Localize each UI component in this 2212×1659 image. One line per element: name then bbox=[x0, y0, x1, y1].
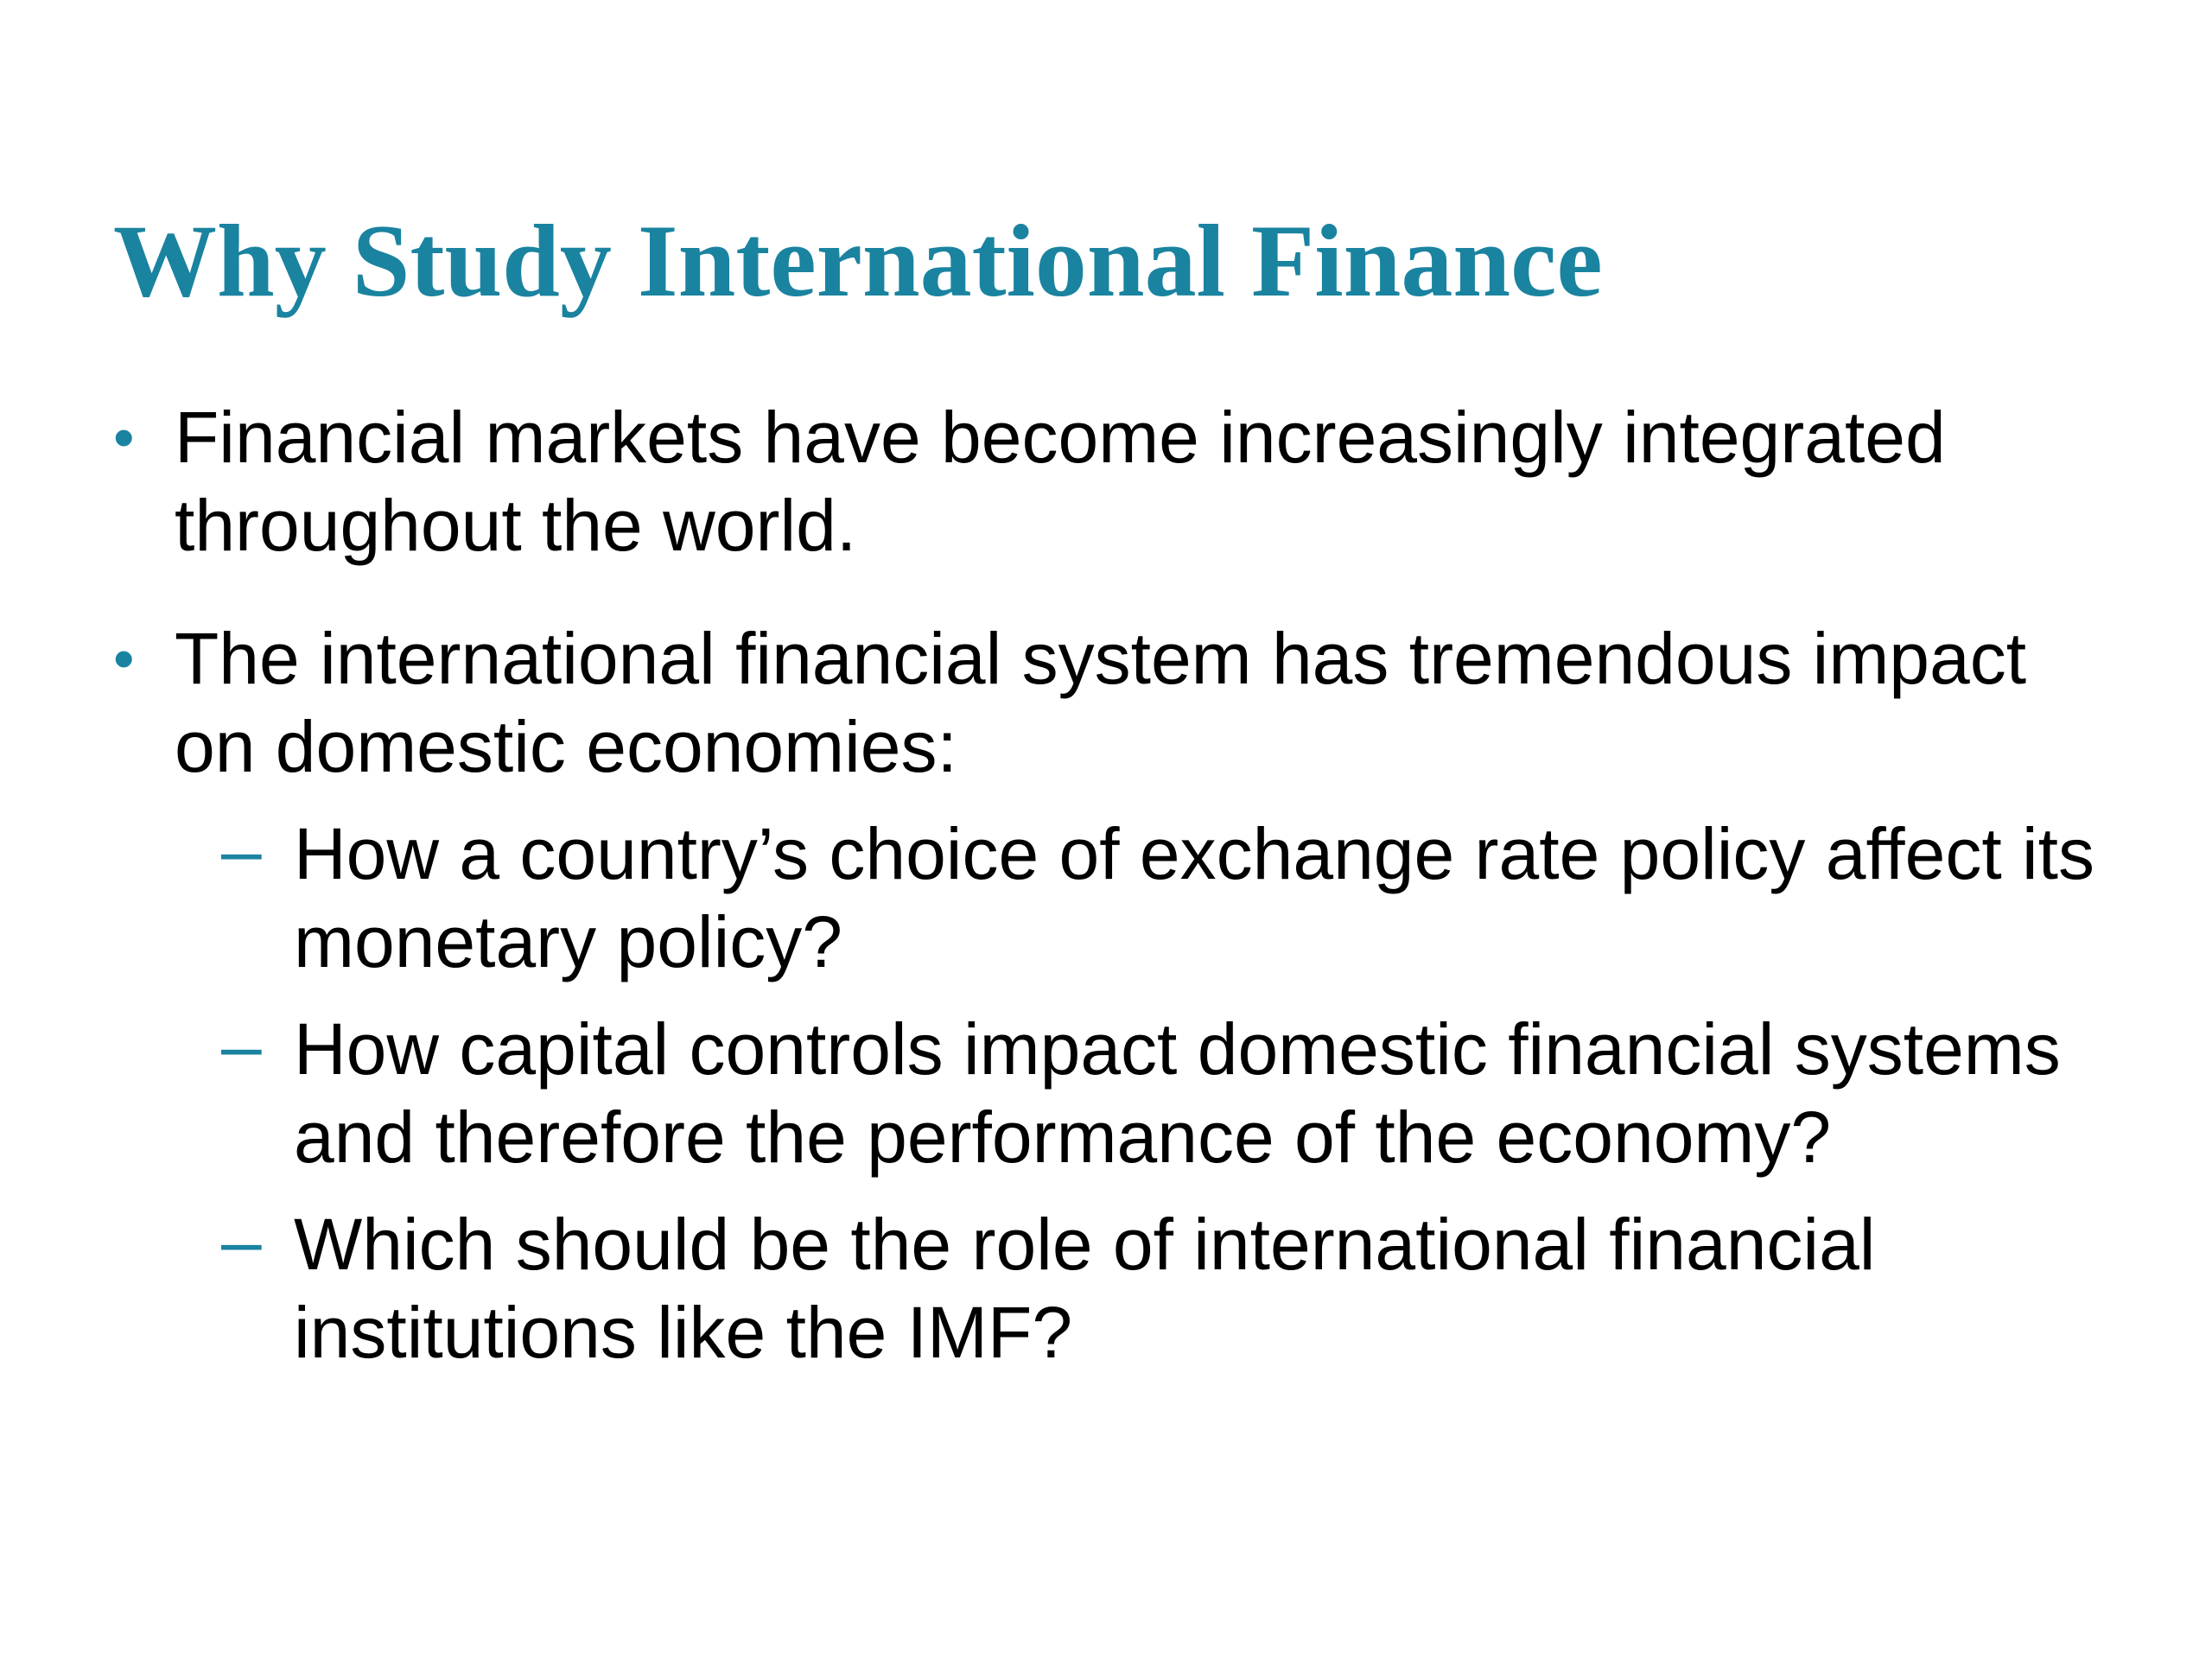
bullet-item bbox=[113, 393, 2126, 569]
bullet-item bbox=[113, 614, 2126, 791]
sub-bullet-text: How a country’s choice of exchange rate policy affect its monetary policy? bbox=[294, 813, 2095, 982]
slide-title: Why Study International Finance bbox=[113, 203, 1603, 318]
sub-bullet-item bbox=[113, 1005, 2126, 1181]
sub-bullet-marker: – bbox=[221, 1005, 262, 1086]
bullet-marker: • bbox=[113, 625, 135, 692]
sub-bullet-text: How capital controls impact domestic financial systems and therefore the performance of the economy? bbox=[294, 1008, 2061, 1178]
sub-bullet-marker: – bbox=[221, 810, 262, 891]
slide-content bbox=[113, 393, 2126, 1395]
bullet-text: Financial markets have become increasingly integrated throughout the world. bbox=[175, 397, 1946, 566]
bullet-marker: • bbox=[113, 404, 135, 471]
sub-bullet-text: Which should be the role of international financial institutions like the IMF? bbox=[294, 1204, 1876, 1373]
sub-bullet-item bbox=[113, 1200, 2126, 1376]
sub-bullet-list bbox=[113, 810, 2126, 1376]
bullet-text: The international financial system has tremendous impact on domestic economies: bbox=[175, 618, 2027, 787]
sub-bullet-item bbox=[113, 810, 2126, 986]
sub-bullet-marker: – bbox=[221, 1200, 262, 1281]
